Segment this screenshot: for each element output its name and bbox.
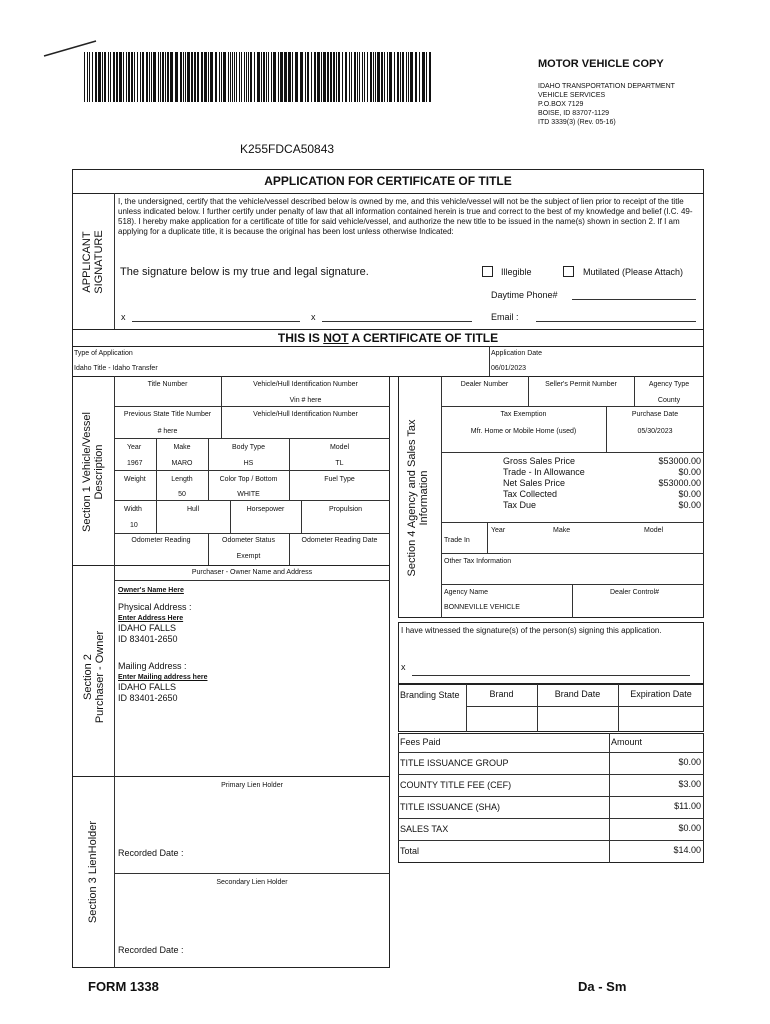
fees-paid-label: Fees Paid [400, 737, 441, 747]
barcode-bar [406, 52, 407, 102]
barcode-bar [102, 52, 103, 102]
barcode-bar [87, 52, 88, 102]
barcode-bar [185, 52, 186, 102]
barcode-bar [194, 52, 196, 102]
width-label: Width [124, 506, 142, 513]
barcode-bar [327, 52, 329, 102]
amount-label: Amount [611, 737, 643, 747]
application-date-label: Application Date [491, 350, 542, 357]
barcode-bar [92, 52, 93, 102]
applicant-side-label: APPLICANT SIGNATURE [81, 230, 105, 294]
barcode-bar [351, 52, 352, 102]
barcode-bar [419, 52, 420, 102]
barcode-image [84, 52, 432, 102]
vin-value: Vin # here [289, 397, 322, 404]
make-value: MARO [171, 460, 193, 467]
barcode-bar [126, 52, 127, 102]
physical-address-line: Enter Address Here [118, 615, 184, 622]
barcode-bar [175, 52, 178, 102]
daytime-phone-field[interactable] [572, 299, 696, 300]
odometer-status-label: Odometer Status [222, 537, 275, 544]
barcode-bar [359, 52, 360, 102]
owner-name: Owner's Name Here [118, 587, 184, 594]
barcode-bar [345, 52, 347, 102]
application-row [72, 346, 704, 377]
barcode-bar [342, 52, 343, 102]
barcode-bar [330, 52, 332, 102]
trade-model-label: Model [644, 527, 664, 534]
barcode-bar [261, 52, 262, 102]
purchase-date-value: 05/30/2023 [637, 428, 673, 435]
recorded-date-1: Recorded Date : [118, 848, 184, 858]
barcode-bar [402, 52, 404, 102]
dept-address [538, 82, 738, 127]
barcode-bar [221, 52, 222, 102]
witness-x: x [401, 662, 406, 672]
type-of-application-label: Type of Application [74, 350, 133, 357]
barcode-bar [333, 52, 335, 102]
sales-values [620, 456, 701, 511]
barcode-bar [305, 52, 306, 102]
gross-sales-label: Gross Sales Price [503, 456, 576, 466]
barcode-bar [338, 52, 340, 102]
barcode-bar [397, 52, 399, 102]
daytime-phone-label: Daytime Phone# [491, 290, 558, 300]
barcode-bar [278, 52, 279, 102]
barcode-bar [295, 52, 298, 102]
barcode-bar [273, 52, 276, 102]
not-a-certificate-banner: THIS IS NOT A CERTIFICATE OF TITLE [277, 331, 499, 345]
dealer-number-label: Dealer Number [460, 381, 509, 388]
branding-state-label: Branding State [400, 690, 460, 700]
barcode-bar [268, 52, 269, 102]
barcode-bar [317, 52, 320, 102]
hull-label: Hull [186, 506, 200, 513]
barcode-bar [400, 52, 401, 102]
signature-x-1: x [121, 312, 126, 322]
barcode-bar [284, 52, 287, 102]
section3-side-label: Section 3 LienHolder [87, 820, 99, 924]
signature-statement: The signature below is my true and legal signature. [120, 266, 369, 278]
mutilated-checkbox[interactable] [563, 266, 574, 277]
barcode-bar [131, 52, 133, 102]
fee-name: COUNTY TITLE FEE (CEF) [400, 780, 512, 790]
barcode-bar [415, 52, 417, 102]
barcode-bar [257, 52, 260, 102]
barcode-bar [375, 52, 376, 102]
barcode-bar [248, 52, 249, 102]
barcode-bar [151, 52, 152, 102]
trade-make-label: Make [553, 527, 571, 534]
barcode-bar [210, 52, 213, 102]
barcode-bar [271, 52, 272, 102]
barcode-bar [367, 52, 368, 102]
application-date-value: 06/01/2023 [491, 365, 527, 372]
barcode-bar [153, 52, 156, 102]
agency-name-value: BONNEVILLE VEHICLE [444, 604, 520, 611]
signature-line-2[interactable] [322, 321, 472, 322]
barcode-bar [95, 52, 97, 102]
net-sales-label: Net Sales Price [503, 478, 566, 488]
tax-due-label: Tax Due [503, 500, 537, 510]
previous-title-label: Previous State Title Number [123, 411, 212, 418]
secondary-lien-holder-label: Secondary Lien Holder [216, 879, 288, 886]
barcode-bar [408, 52, 409, 102]
tax-collected-label: Tax Collected [503, 489, 558, 499]
barcode-bar [183, 52, 184, 102]
dept-line: BOISE, ID 83707-1129 [538, 110, 610, 117]
odometer-reading-label: Odometer Reading [131, 537, 191, 544]
barcode-bar [167, 52, 169, 102]
make-label: Make [173, 444, 191, 451]
barcode-bar [234, 52, 235, 102]
section2-side-label: Section 2 Purchaser - Owner [82, 630, 106, 724]
barcode-bar [349, 52, 350, 102]
trade-in-label: Trade In [444, 537, 470, 544]
length-label: Length [171, 476, 193, 483]
signature-line-1[interactable] [132, 321, 300, 322]
brand-date-label: Brand Date [554, 689, 601, 699]
barcode-bar [311, 52, 312, 102]
barcode-bar [364, 52, 365, 102]
title-number-label: Title Number [147, 381, 188, 388]
dept-line: ITD 3339(3) (Rev. 05-16) [538, 119, 616, 126]
year-label: Year [127, 444, 142, 451]
section4-side-label: Section 4 Agency and Sales Tax Information [406, 419, 430, 577]
email-label: Email : [491, 312, 519, 322]
barcode-bar [426, 52, 427, 102]
barcode-bar [149, 52, 150, 102]
body-type-value: HS [243, 460, 254, 467]
body-type-label: Body Type [232, 444, 265, 451]
barcode-bar [137, 52, 138, 102]
barcode-bar [254, 52, 255, 102]
barcode-bar [389, 52, 392, 102]
barcode-bar [244, 52, 245, 102]
barcode-bar [113, 52, 115, 102]
net-sales-value: $53000.00 [658, 478, 701, 488]
barcode-bar [204, 52, 207, 102]
barcode-bar [158, 52, 159, 102]
year-value: 1967 [127, 460, 143, 467]
mutilated-label: Mutilated (Please Attach) [583, 267, 684, 277]
trade-in-allowance-label: Trade - In Allowance [503, 467, 585, 477]
purchase-date-label: Purchase Date [631, 411, 679, 418]
section1-side-label: Section 1 Vehicle/Vessel Description [81, 412, 105, 532]
footer-code: Da - Sm [578, 979, 627, 994]
fee-name: TITLE ISSUANCE (SHA) [400, 802, 501, 812]
barcode-bar [246, 52, 247, 102]
width-value: 10 [130, 522, 138, 529]
illegible-label: Illegible [501, 267, 532, 277]
expiration-date-label: Expiration Date [630, 689, 692, 699]
fee-amount: $0.00 [678, 823, 701, 833]
tax-exemption-value: Mfr. Home or Mobile Home (used) [470, 428, 577, 435]
agency-name-label: Agency Name [444, 589, 488, 596]
color-value: WHITE [237, 491, 260, 498]
barcode-bar [429, 52, 431, 102]
agency-type-value: County [657, 397, 681, 404]
barcode-bar [362, 52, 363, 102]
model-value: TL [335, 460, 344, 467]
fee-amount: $0.00 [678, 757, 701, 767]
mailing-zip: ID 83401-2650 [118, 693, 178, 703]
fuel-type-label: Fuel Type [324, 476, 355, 483]
fee-name: TITLE ISSUANCE GROUP [400, 758, 509, 768]
physical-address-label: Physical Address : [118, 602, 192, 612]
email-field[interactable] [536, 321, 696, 322]
barcode-bar [228, 52, 229, 102]
barcode-bar [160, 52, 161, 102]
tax-exemption-label: Tax Exemption [500, 411, 547, 418]
barcode-bar [232, 52, 233, 102]
trade-year-label: Year [491, 527, 506, 534]
barcode-bar [230, 52, 231, 102]
barcode-bar [250, 52, 252, 102]
barcode-bar [266, 52, 267, 102]
fee-name: SALES TAX [400, 824, 449, 834]
mailing-city: IDAHO FALLS [118, 682, 177, 692]
barcode-bar [116, 52, 118, 102]
barcode-bar [410, 52, 413, 102]
barcode-bar [142, 52, 144, 102]
previous-title-value: # here [157, 428, 178, 435]
dept-line: P.O.BOX 7129 [538, 101, 584, 108]
odometer-date-label: Odometer Reading Date [301, 537, 378, 544]
barcode-bar [354, 52, 356, 102]
tax-collected-value: $0.00 [678, 489, 701, 499]
dept-line: VEHICLE SERVICES [538, 92, 606, 99]
barcode-bar [422, 52, 425, 102]
model-label: Model [329, 444, 350, 451]
barcode-bar [381, 52, 383, 102]
tax-due-value: $0.00 [678, 500, 701, 510]
form-title: APPLICATION FOR CERTIFICATE OF TITLE [264, 174, 512, 188]
barcode-bar [89, 52, 90, 102]
barcode-bar [288, 52, 291, 102]
barcode-bar [321, 52, 322, 102]
barcode-bar [134, 52, 135, 102]
illegible-checkbox[interactable] [482, 266, 493, 277]
agency-type-label: Agency Type [648, 381, 690, 388]
barcode-bar [197, 52, 199, 102]
barcode-bar [223, 52, 226, 102]
barcode-bar [104, 52, 106, 102]
barcode-bar [239, 52, 240, 102]
barcode-bar [162, 52, 164, 102]
barcode-bar [123, 52, 124, 102]
physical-zip: ID 83401-2650 [118, 634, 178, 644]
propulsion-label: Propulsion [328, 506, 363, 513]
barcode-bar [263, 52, 265, 102]
barcode-bar [300, 52, 303, 102]
sellers-permit-label: Seller's Permit Number [545, 381, 617, 388]
dept-line: IDAHO TRANSPORTATION DEPARTMENT [538, 83, 675, 90]
barcode-bar [208, 52, 209, 102]
odometer-status-value: Exempt [236, 553, 261, 560]
barcode-bar [280, 52, 283, 102]
barcode-bar [394, 52, 395, 102]
copy-label: MOTOR VEHICLE COPY [538, 58, 664, 70]
barcode-bar [119, 52, 122, 102]
dealer-control-label: Dealer Control# [610, 589, 660, 596]
barcode-bar [146, 52, 148, 102]
barcode-bar [215, 52, 217, 102]
fee-amount: $3.00 [678, 779, 701, 789]
barcode-bar [84, 52, 85, 102]
mailing-address-label: Mailing Address : [118, 661, 187, 671]
gross-sales-value: $53000.00 [658, 456, 701, 466]
primary-lien-holder-label: Primary Lien Holder [221, 782, 283, 789]
sales-labels [503, 456, 613, 511]
barcode-bar [387, 52, 388, 102]
barcode-bar [110, 52, 111, 102]
section3-box [72, 776, 390, 968]
barcode-bar [377, 52, 380, 102]
trade-in-allowance-value: $0.00 [678, 467, 701, 477]
fee-total-label: Total [400, 846, 420, 856]
recorded-date-2: Recorded Date : [118, 945, 184, 955]
fee-total-amount: $14.00 [673, 845, 701, 855]
barcode-bar [187, 52, 190, 102]
barcode-bar [357, 52, 358, 102]
barcode-bar [314, 52, 316, 102]
mailing-address-line: Enter Mailing address here [118, 674, 208, 681]
document-id: K255FDCA50843 [240, 142, 335, 156]
certification-text: I, the undersigned, certify that the vehicle/vessel described below is owned by me, and this vehicle/vessel will not be the subject of lien prior to receipt of the title unless indicated below. I further certify under penalty of law that all information contained herein is true and correct to the best of my knowledge and belief (I.C. 49-518). I hereby make application for a certificate of title for said vehicle/vessel, and authorize the new title to be issued in the name(s) shown in section 2. If I am applying for a duplicate title, it is because the original has been lost unless otherwise Indicated: [118, 197, 693, 236]
type-of-application-value: Idaho Title - Idaho Transfer [74, 365, 158, 372]
barcode-bar [128, 52, 130, 102]
brand-label: Brand [489, 689, 514, 699]
signature-x-2: x [311, 312, 316, 322]
weight-label: Weight [124, 476, 146, 483]
purchaser-header: Purchaser - Owner Name and Address [191, 569, 313, 576]
witness-signature-line[interactable] [412, 675, 690, 676]
barcode-bar [241, 52, 242, 102]
barcode-bar [98, 52, 101, 102]
barcode-bar [370, 52, 372, 102]
barcode-bar [384, 52, 385, 102]
barcode-bar [165, 52, 166, 102]
barcode-bar [191, 52, 193, 102]
barcode-bar [292, 52, 293, 102]
barcode-bar [373, 52, 374, 102]
barcode-bar [323, 52, 326, 102]
form-number: FORM 1338 [88, 979, 159, 994]
barcode-bar [201, 52, 203, 102]
barcode-bar [307, 52, 309, 102]
barcode-bar [140, 52, 141, 102]
barcode-bar [170, 52, 173, 102]
fee-amount: $11.00 [674, 801, 701, 811]
color-label: Color Top / Bottom [219, 476, 278, 483]
barcode-bar [219, 52, 220, 102]
barcode-bar [336, 52, 337, 102]
vin-label-2: Vehicle/Hull Identification Number [253, 411, 358, 418]
physical-city: IDAHO FALLS [118, 623, 177, 633]
barcode-bar [108, 52, 109, 102]
barcode-bar [180, 52, 182, 102]
vin-label: Vehicle/Hull Identification Number [253, 381, 358, 388]
other-tax-label: Other Tax Information [444, 558, 512, 565]
witness-text: I have witnessed the signature(s) of the person(s) signing this application. [401, 626, 662, 635]
barcode-bar [236, 52, 237, 102]
horsepower-label: Horsepower [246, 506, 285, 513]
length-value: 50 [178, 491, 186, 498]
